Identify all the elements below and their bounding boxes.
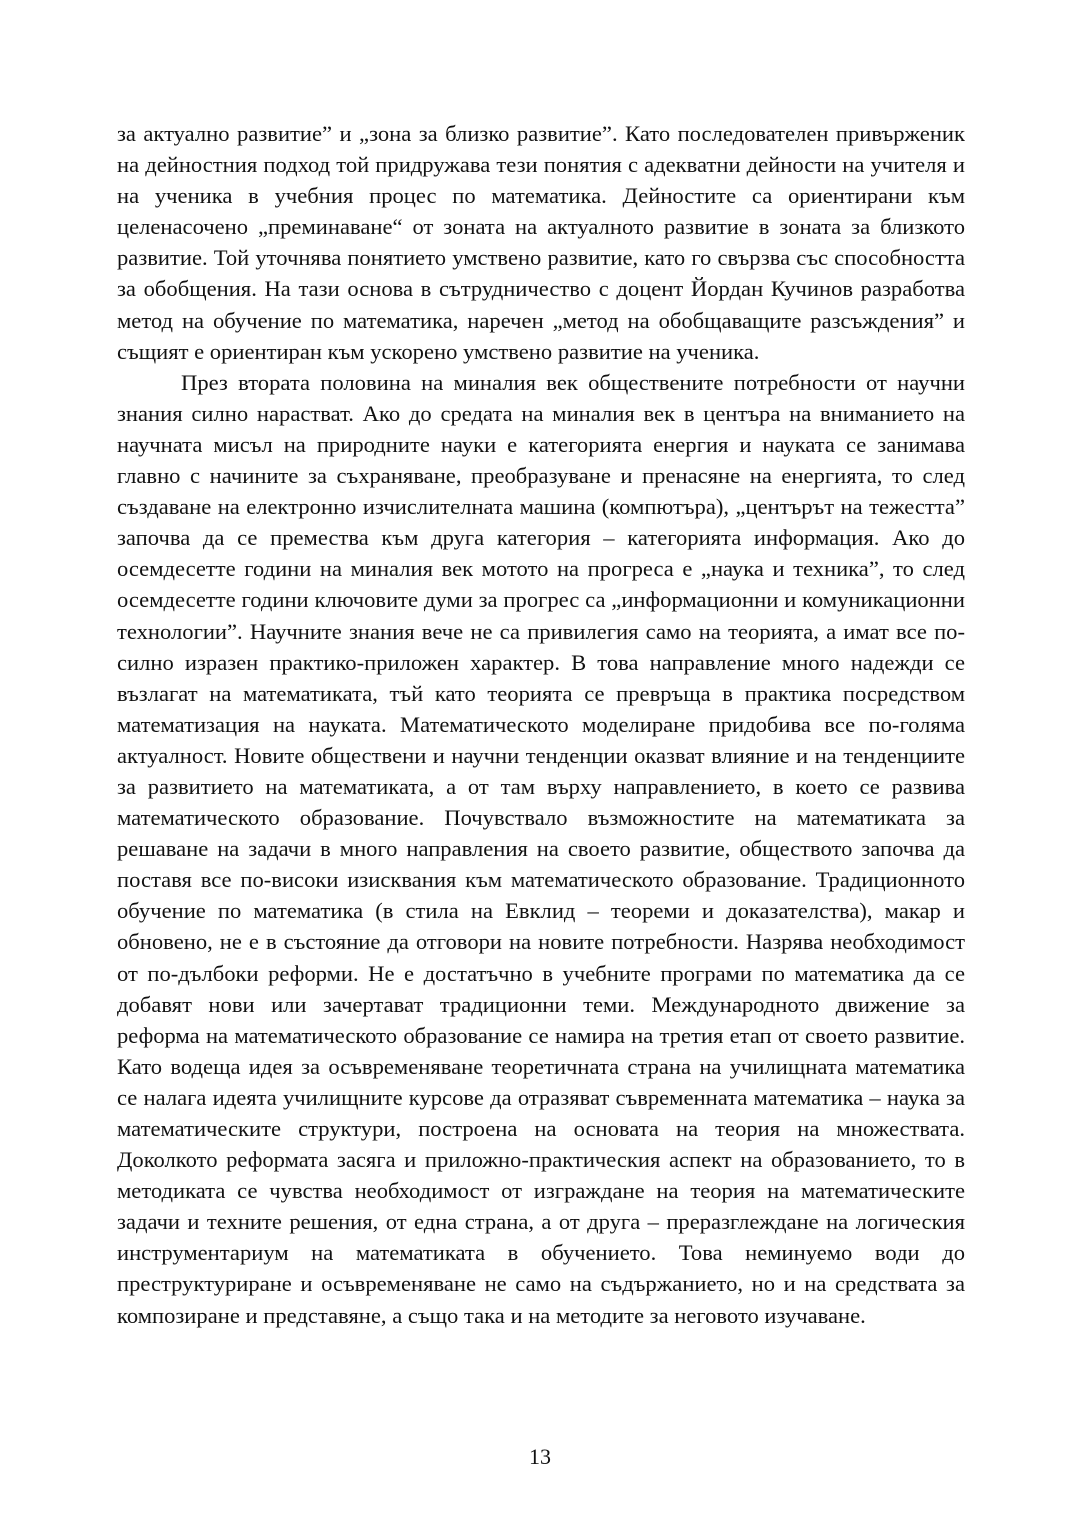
paragraph-main: През втората половина на миналия век обществените потребности от научни знания силно нарастват. Ако до средата на миналия век в центъра на вниманието на научната мисъл на природните науки е категорията енергия и науката се занимава главно с начините за съхраняване, преобразуване и пренасяне на енергията, то след създаване на електронно изчислителната машина (компютъра), „центърът на тежестта” започва да се премества към друга категория – категорията информация. Ако до осемдесетте години на миналия век мотото на прогреса е „наука и техника”, то след осемдесетте години ключовите думи за прогрес са „информационни и комуникационни технологии”. Научните знания вече не са привилегия само на теорията, а имат все по-силно изразен практико-приложен характер. В това направление много надежди се възлагат на математиката, тъй като теорията се превръща в практика посредством математизация на науката. Математическото моделиране придобива все по-голяма актуалност. Новите обществени и научни тенденции оказват влияние и на тенденциите за развитието на математиката, а от там върху направлението, в което се развива математическото образование. Почувствало възможностите на математиката за решаване на задачи в много направления на своето развитие, обществото започва да поставя все по-високи изисквания към математическото образование. Традиционното обучение по математика (в стила на Евклид – теореми и доказателства), макар и обновено, не е в състояние да отговори на новите потребности. Назрява необходимост от по-дълбоки реформи. Не е достатъчно в учебните програми по математика да се добавят нови или зачертават традиционни теми. Международното движение за реформа на математическото образование се намира на третия етап от своето развитие. Като водеща идея за осъвременяване теоретичната страна на училищната математика се налага идеята училищните курсове да отразяват съвременната математика – наука за математическите структури, построена на основата на теория на множествата. Доколкото реформата засяга и приложно-практическия аспект на образованието, то в методиката се чувства необходимост от изграждане на теория на математическите задачи и техните решения, от една страна, а от друга – преразглеждане на логическия инструментариум на математиката в обучението. Това неминуемо води до преструктуриране и осъвременяване не само на съдържанието, но и на средствата за композиране и представяне, а също така и на методите за неговото изучаване.: [117, 369, 965, 1328]
paragraph-continuation: за актуално развитие” и „зона за близко развитие”. Като последователен привърженик на дейностния подход той придружава тези понятия с адекватни дейности на учителя и на ученика в учебния процес по математика. Дейностите са ориентирани към целенасочено „преминаване“ от зоната на актуалното развитие в зоната за близкото развитие. Той уточнява понятието умствено развитие, като го свързва със способността за обобщения. На тази основа в сътрудничество с доцент Йордан Кучинов разработва метод на обучение по математика, наречен „метод на обобщаващите разсъждения” и същият е ориентиран към ускорено умствено развитие на ученика.: [117, 121, 965, 364]
page-number: 13: [529, 1444, 551, 1469]
body-text: [117, 118, 965, 1331]
